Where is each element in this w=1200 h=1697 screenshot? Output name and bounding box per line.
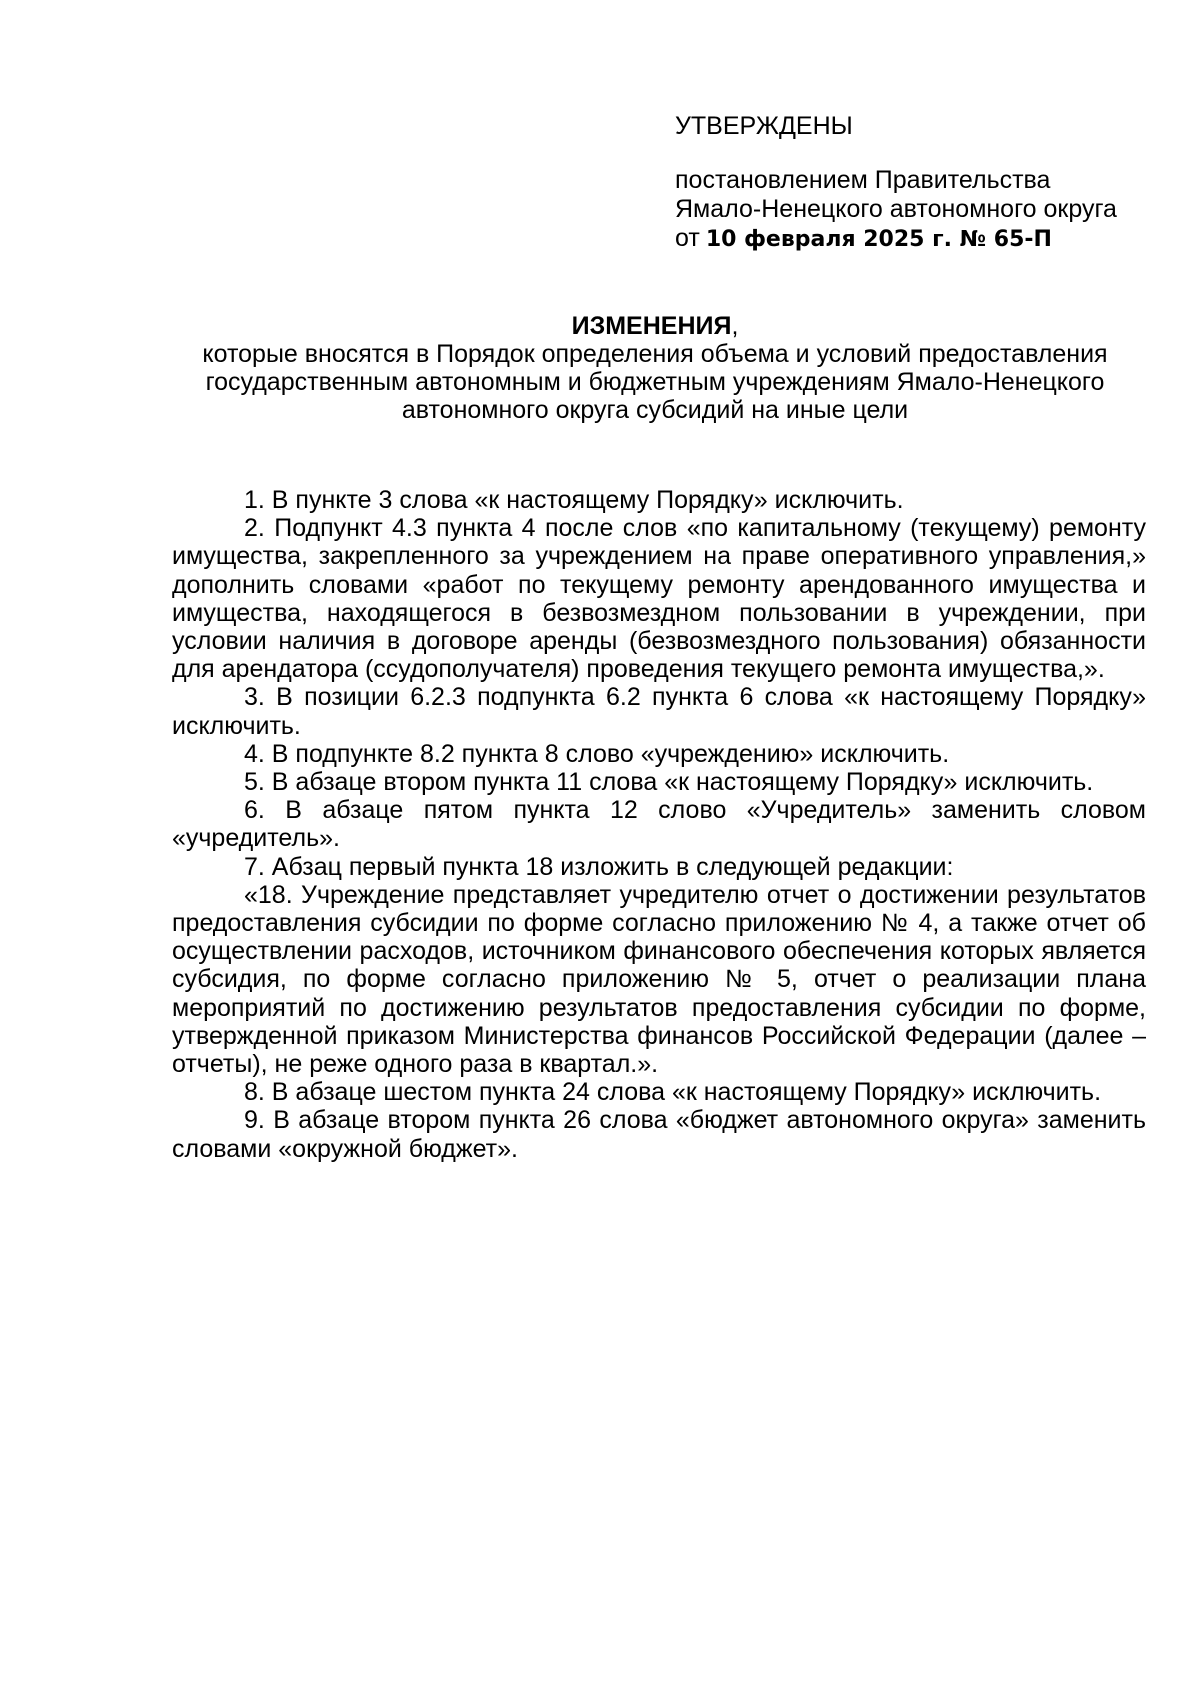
list-item-5: 5. В абзаце втором пункта 11 слова «к настоящему Порядку» исключить.: [244, 768, 1094, 797]
list-item-7: 7. Абзац первый пункта 18 изложить в следующей редакции:: [244, 852, 954, 881]
document-title-text: ИЗМЕНЕНИЯ: [571, 312, 732, 340]
list-item-9: 9. В абзаце втором пункта 26 слова «бюджет автономного округа» заменить словами «окружной бюджет».: [172, 1106, 1146, 1163]
list-item-2: 2. Подпункт 4.3 пункта 4 после слов «по капитальному (текущему) ремонту имущества, закрепленного за учреждением на праве оперативного управления,» дополнить словами «работ по текущему ремонту арендованного имущества и имущества, находящегося в безвозмездном пользовании в учреждении, при условии наличия в договоре аренды (безвозмездного пользования) обязанности для арендатора (ссудополучателя) проведения текущего ремонта имущества,».: [172, 514, 1146, 684]
document-heading: [172, 312, 1138, 424]
approval-date-value: 10 февраля 2025 г. № 65-П: [705, 227, 1052, 252]
list-item-4: 4. В подпункте 8.2 пункта 8 слово «учреждению» исключить.: [244, 739, 950, 768]
quoted-paragraph-18: «18. Учреждение представляет учредителю отчет о достижении результатов предоставления субсидии по форме согласно приложению № 4, а также отчет об осуществлении расходов, источником финансового обеспечения которых является субсидия, по форме согласно приложению № 5, отчет о реализации плана мероприятий по достижению результатов предоставления субсидии по форме, утвержденной приказом Министерства финансов Российской Федерации (далее – отчеты), не реже одного раза в квартал.».: [172, 880, 1146, 1079]
document-title: [172, 312, 1138, 340]
list-item-8: 8. В абзаце шестом пункта 24 слова «к настоящему Порядку» исключить.: [244, 1078, 1102, 1107]
approval-line-2: Ямало-Ненецкого автономного округа: [675, 195, 1117, 223]
document-subtitle: которые вносятся в Порядок определения объема и условий предоставления государственным автономным и бюджетным учреждениям Ямало-Ненецкого автономного округа субсидий на иные цели: [202, 340, 1108, 424]
document-body: [172, 486, 1146, 1163]
approval-date-line: [675, 224, 1175, 254]
list-item-3: 3. В позиции 6.2.3 подпункта 6.2 пункта 6 слова «к настоящему Порядку» исключить.: [172, 683, 1146, 740]
list-item-6: 6. В абзаце пятом пункта 12 слово «Учредитель» заменить словом «учредитель».: [172, 796, 1146, 853]
approval-block: [675, 112, 1175, 254]
approval-label: УТВЕРЖДЕНЫ: [675, 112, 853, 140]
document-title-suffix: ,: [731, 312, 739, 340]
approval-line-1: постановлением Правительства: [675, 166, 1051, 194]
list-item-1: 1. В пункте 3 слова «к настоящему Порядку» исключить.: [244, 486, 904, 514]
approval-date-prefix: от: [675, 224, 700, 252]
